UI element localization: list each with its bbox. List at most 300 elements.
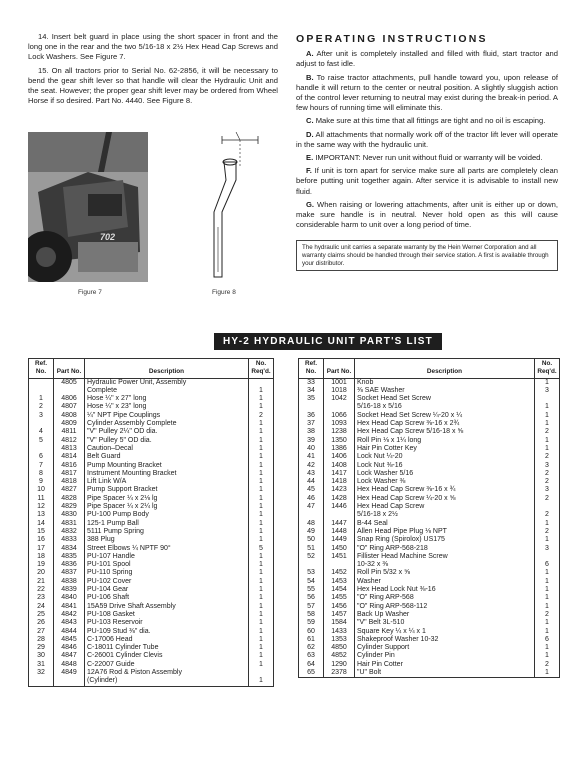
- part-description: Hose ¼" x 23" long: [85, 403, 249, 411]
- part-number: 1433: [324, 628, 355, 636]
- parts-row: [299, 652, 560, 660]
- header-description: Description: [85, 359, 249, 379]
- part-number: 4840: [54, 594, 85, 602]
- parts-row: [29, 669, 274, 677]
- part-description: Instrument Mounting Bracket: [85, 470, 249, 478]
- quantity-required: [249, 378, 274, 387]
- parts-row: [29, 628, 274, 636]
- parts-row: [299, 478, 560, 486]
- quantity-required: 1: [535, 378, 560, 387]
- part-number: [324, 511, 355, 519]
- header-part: Part No.: [324, 359, 355, 379]
- parts-row: [29, 420, 274, 428]
- ref-number: 47: [299, 503, 324, 511]
- quantity-required: 1: [535, 403, 560, 411]
- quantity-required: 1: [249, 628, 274, 636]
- part-description: Cylinder Assembly Complete: [85, 420, 249, 428]
- part-description: "U" Bolt: [355, 669, 535, 678]
- ref-number: 34: [299, 387, 324, 395]
- parts-row: [29, 586, 274, 594]
- parts-row: [299, 428, 560, 436]
- part-description: 125-1 Pump Ball: [85, 520, 249, 528]
- quantity-required: 1: [249, 586, 274, 594]
- parts-row: [299, 644, 560, 652]
- parts-row: [299, 412, 560, 420]
- parts-row: [299, 420, 560, 428]
- parts-row: [29, 403, 274, 411]
- ref-number: 41: [299, 453, 324, 461]
- ref-number: 11: [29, 495, 54, 503]
- part-number: 4844: [54, 628, 85, 636]
- paragraph-letter: A.: [306, 49, 314, 59]
- parts-row: [299, 437, 560, 445]
- part-description: Socket Head Set Screw: [355, 395, 535, 403]
- parts-row: [29, 536, 274, 544]
- part-description: Lock Nut ¼-20: [355, 453, 535, 461]
- part-description: PU-110 Spring: [85, 569, 249, 577]
- quantity-required: 1: [535, 594, 560, 602]
- quantity-required: 2: [535, 470, 560, 478]
- ref-number: 1: [29, 395, 54, 403]
- quantity-required: 1: [535, 437, 560, 445]
- part-description: Caution–Decal: [85, 445, 249, 453]
- paragraph-text: All attachments that normally work off of the tractor lift lever will operate in the same way with the hydraulic unit.: [296, 129, 558, 149]
- quantity-required: 1: [249, 428, 274, 436]
- part-number: 1456: [324, 603, 355, 611]
- ref-number: [29, 387, 54, 395]
- quantity-required: 3: [535, 387, 560, 395]
- ref-number: 18: [29, 553, 54, 561]
- installation-steps: [28, 32, 278, 109]
- ref-number: 4: [29, 428, 54, 436]
- ref-number: 2: [29, 403, 54, 411]
- parts-row: [29, 520, 274, 528]
- part-description: 5111 Pump Spring: [85, 528, 249, 536]
- part-number: 4841: [54, 603, 85, 611]
- part-description: Hydraulic Power Unit, Assembly: [85, 378, 249, 387]
- parts-row: [29, 453, 274, 461]
- quantity-required: 1: [249, 453, 274, 461]
- quantity-required: 2: [535, 495, 560, 503]
- parts-table-right: [298, 358, 560, 678]
- part-number: 1446: [324, 503, 355, 511]
- ref-number: [299, 561, 324, 569]
- parts-row: [29, 437, 274, 445]
- parts-row: [29, 511, 274, 519]
- quantity-required: 1: [535, 445, 560, 453]
- quantity-required: 1: [249, 677, 274, 686]
- ref-number: 37: [299, 420, 324, 428]
- part-description: 10-32 x ⅜: [355, 561, 535, 569]
- quantity-required: 1: [249, 569, 274, 577]
- part-description: Lift Link W/A: [85, 478, 249, 486]
- part-description: Hose ¼" x 27" long: [85, 395, 249, 403]
- parts-row: [29, 412, 274, 420]
- ref-number: 52: [299, 553, 324, 561]
- operating-paragraph: [296, 73, 558, 114]
- ref-number: 9: [29, 478, 54, 486]
- part-number: 4831: [54, 520, 85, 528]
- parts-table-left: [28, 358, 274, 687]
- ref-number: 56: [299, 594, 324, 602]
- ref-number: 53: [299, 569, 324, 577]
- part-number: 4813: [54, 445, 85, 453]
- part-description: C-17006 Head: [85, 636, 249, 644]
- parts-row: [29, 611, 274, 619]
- part-number: 1066: [324, 412, 355, 420]
- part-description: Street Elbows ¼ NPTF 90°: [85, 545, 249, 553]
- ref-number: 24: [29, 603, 54, 611]
- parts-row: [29, 652, 274, 660]
- quantity-required: 2: [535, 511, 560, 519]
- parts-row: [299, 445, 560, 453]
- operating-paragraph: [296, 200, 558, 231]
- part-description: Pipe Spacer ¼ x 2⅛ lg: [85, 495, 249, 503]
- part-description: PU-104 Gear: [85, 586, 249, 594]
- quantity-required: 1: [249, 652, 274, 660]
- part-number: 1452: [324, 569, 355, 577]
- part-number: 4809: [54, 420, 85, 428]
- quantity-required: 1: [535, 586, 560, 594]
- parts-row: [299, 545, 560, 553]
- ref-number: 63: [299, 652, 324, 660]
- parts-row: [29, 619, 274, 627]
- ref-number: 5: [29, 437, 54, 445]
- parts-row: [29, 378, 274, 387]
- ref-number: 25: [29, 611, 54, 619]
- step-14: 14. Insert belt guard in place using the short spacer in front and the long one in the rear and the two 5/16-18 x 2½ Hex Head Cap Screws and Lock Washers. See Figure 7.: [28, 32, 278, 62]
- parts-row: [29, 528, 274, 536]
- quantity-required: 2: [535, 528, 560, 536]
- parts-row: [29, 594, 274, 602]
- part-number: 4805: [54, 378, 85, 387]
- parts-row: [299, 503, 560, 511]
- parts-row: [29, 462, 274, 470]
- part-number: 4828: [54, 495, 85, 503]
- part-description: Washer: [355, 578, 535, 586]
- part-number: 4848: [54, 661, 85, 669]
- quantity-required: 1: [535, 669, 560, 678]
- quantity-required: 1: [249, 445, 274, 453]
- part-number: 1018: [324, 387, 355, 395]
- quantity-required: 1: [249, 644, 274, 652]
- ref-number: 43: [299, 470, 324, 478]
- quantity-required: 1: [249, 578, 274, 586]
- ref-number: 46: [299, 495, 324, 503]
- part-number: 4808: [54, 412, 85, 420]
- quantity-required: 1: [249, 486, 274, 494]
- part-number: 1001: [324, 378, 355, 387]
- quantity-required: 2: [535, 428, 560, 436]
- parts-row: [29, 387, 274, 395]
- part-description: PU-102 Cover: [85, 578, 249, 586]
- paragraph-text: If unit is torn apart for service make sure all parts are completely clean before putting unit together again. After service it is advisable to install new fluid.: [296, 166, 558, 196]
- part-number: 4846: [54, 644, 85, 652]
- part-number: 4847: [54, 652, 85, 660]
- ref-number: [29, 378, 54, 387]
- part-number: 1448: [324, 528, 355, 536]
- part-number: 1454: [324, 586, 355, 594]
- part-number: 1093: [324, 420, 355, 428]
- part-description: Socket Head Set Screw ¼-20 x ¼: [355, 412, 535, 420]
- ref-number: 33: [299, 378, 324, 387]
- ref-number: 59: [299, 619, 324, 627]
- paragraph-text: To raise tractor attachments, pull handle toward you, upon release of handle it will return to the center or neutral position. A slightly sluggish action of the control lever returning to neutral may exist during the break-in period. A few hours of running time will eliminate this.: [296, 72, 558, 113]
- ref-number: 20: [29, 569, 54, 577]
- part-number: 2378: [324, 669, 355, 678]
- quantity-required: 1: [249, 511, 274, 519]
- ref-number: [29, 677, 54, 686]
- part-description: Hex Head Cap Screw: [355, 503, 535, 511]
- figure-7-tractor-photo: [28, 132, 148, 282]
- part-number: 4807: [54, 403, 85, 411]
- step-15: 15. On all tractors prior to Serial No. 62-2856, it will be necessary to bend the gear shift lever so that handle will clear the Hydraulic Unit and the seat. However; the proper gear shift lever may be ordered from Wheel Horse if so desired. Part No. 4440. See Figure 8.: [28, 65, 278, 106]
- part-number: 4839: [54, 586, 85, 594]
- parts-row: [299, 536, 560, 544]
- part-number: 1417: [324, 470, 355, 478]
- part-description: "O" Ring ARP-568-112: [355, 603, 535, 611]
- ref-number: 36: [299, 412, 324, 420]
- part-description: Pump Support Bracket: [85, 486, 249, 494]
- quantity-required: 1: [249, 470, 274, 478]
- parts-table-header: [29, 359, 274, 379]
- ref-number: 12: [29, 503, 54, 511]
- part-description: C-26001 Cylinder Clevis: [85, 652, 249, 660]
- quantity-required: 1: [249, 594, 274, 602]
- part-description: C-22007 Guide: [85, 661, 249, 669]
- parts-row: [29, 486, 274, 494]
- quantity-required: 1: [535, 412, 560, 420]
- ref-number: 15: [29, 528, 54, 536]
- ref-number: 40: [299, 445, 324, 453]
- part-number: 4838: [54, 578, 85, 586]
- figure-8-caption: Figure 8: [212, 289, 236, 296]
- part-description: Cylinder Support: [355, 644, 535, 652]
- part-number: 1447: [324, 520, 355, 528]
- ref-number: 31: [29, 661, 54, 669]
- ref-number: 51: [299, 545, 324, 553]
- warranty-note: The hydraulic unit carries a separate warranty by the Hein Werner Corporation and all warranty claims should be handled through their service station. A first is available through your distributor.: [296, 240, 558, 271]
- parts-row: [299, 569, 560, 577]
- part-number: 4811: [54, 428, 85, 436]
- parts-row: [29, 478, 274, 486]
- quantity-required: 3: [535, 486, 560, 494]
- quantity-required: 2: [249, 412, 274, 420]
- part-description: Hex Head Cap Screw ¼-20 x ⅝: [355, 495, 535, 503]
- part-number: 4829: [54, 503, 85, 511]
- ref-number: 10: [29, 486, 54, 494]
- quantity-required: 1: [249, 661, 274, 669]
- header-req: No. Req'd.: [249, 359, 274, 379]
- part-description: 5/16-18 x 5/16: [355, 403, 535, 411]
- part-description: Belt Guard: [85, 453, 249, 461]
- operating-paragraph: [296, 166, 558, 197]
- ref-number: 61: [299, 636, 324, 644]
- header-description: Description: [355, 359, 535, 379]
- part-number: 4832: [54, 528, 85, 536]
- paragraph-text: When raising or lowering attachments, after unit is either up or down, make sure handle is in neutral. Never hold open as this will cause considerable harm to unit over a long period of time.: [296, 199, 558, 230]
- parts-row: [299, 387, 560, 395]
- ref-number: 23: [29, 594, 54, 602]
- operating-paragraph: [296, 153, 558, 163]
- part-description: PU-107 Handle: [85, 553, 249, 561]
- ref-number: 14: [29, 520, 54, 528]
- quantity-required: 1: [249, 561, 274, 569]
- parts-row: [299, 453, 560, 461]
- part-number: 1042: [324, 395, 355, 403]
- paragraph-letter: E.: [306, 153, 314, 163]
- parts-row: [299, 561, 560, 569]
- parts-row: [29, 661, 274, 669]
- part-number: 1455: [324, 594, 355, 602]
- parts-row: [299, 578, 560, 586]
- parts-row: [29, 495, 274, 503]
- part-number: 4837: [54, 569, 85, 577]
- part-description: Back Up Washer: [355, 611, 535, 619]
- quantity-required: 1: [249, 495, 274, 503]
- quantity-required: 1: [249, 611, 274, 619]
- part-description: PU-100 Pump Body: [85, 511, 249, 519]
- ref-number: 29: [29, 644, 54, 652]
- parts-table-header: [299, 359, 560, 379]
- quantity-required: 5: [249, 545, 274, 553]
- part-description: Allen Head Pipe Plug ⅛ NPT: [355, 528, 535, 536]
- quantity-required: 1: [535, 644, 560, 652]
- part-number: 1584: [324, 619, 355, 627]
- figure-8-gear-lever-drawing: [196, 132, 266, 282]
- part-number: [54, 677, 85, 686]
- ref-number: [299, 511, 324, 519]
- parts-row: [29, 636, 274, 644]
- quantity-required: 1: [535, 536, 560, 544]
- part-number: 1451: [324, 553, 355, 561]
- parts-row: [299, 594, 560, 602]
- parts-row: [299, 520, 560, 528]
- parts-row: [299, 611, 560, 619]
- ref-number: 26: [29, 619, 54, 627]
- parts-row: [29, 677, 274, 686]
- ref-number: 16: [29, 536, 54, 544]
- part-description: ⅜ SAE Washer: [355, 387, 535, 395]
- part-number: 4812: [54, 437, 85, 445]
- parts-row: [29, 603, 274, 611]
- part-number: 4827: [54, 486, 85, 494]
- ref-number: 64: [299, 661, 324, 669]
- quantity-required: 1: [249, 395, 274, 403]
- part-number: 4850: [324, 644, 355, 652]
- quantity-required: 2: [535, 611, 560, 619]
- ref-number: 19: [29, 561, 54, 569]
- part-description: 388 Plug: [85, 536, 249, 544]
- quantity-required: 1: [249, 553, 274, 561]
- quantity-required: 3: [535, 462, 560, 470]
- part-description: Knob: [355, 378, 535, 387]
- header-ref: Ref. No.: [299, 359, 324, 379]
- part-description: PU-108 Gasket: [85, 611, 249, 619]
- parts-row: [299, 378, 560, 387]
- part-number: 4836: [54, 561, 85, 569]
- part-number: 1457: [324, 611, 355, 619]
- part-description: Hex Head Lock Nut ⅜-16: [355, 586, 535, 594]
- parts-row: [299, 495, 560, 503]
- parts-row: [299, 395, 560, 403]
- ref-number: 44: [299, 478, 324, 486]
- quantity-required: [249, 669, 274, 677]
- ref-number: 39: [299, 437, 324, 445]
- paragraph-text: After unit is completely installed and filled with fluid, start tractor and adjust to fast idle.: [296, 49, 559, 69]
- parts-row: [299, 403, 560, 411]
- quantity-required: 1: [249, 536, 274, 544]
- ref-number: 30: [29, 652, 54, 660]
- part-number: 4845: [54, 636, 85, 644]
- quantity-required: 1: [249, 603, 274, 611]
- parts-row: [29, 561, 274, 569]
- quantity-required: 2: [535, 453, 560, 461]
- quantity-required: 6: [535, 636, 560, 644]
- paragraph-letter: D.: [306, 129, 314, 139]
- part-number: 4830: [54, 511, 85, 519]
- ref-number: [29, 420, 54, 428]
- part-description: Snap Ring (Spirolox) US175: [355, 536, 535, 544]
- ref-number: 48: [299, 520, 324, 528]
- ref-number: 6: [29, 453, 54, 461]
- ref-number: 8: [29, 470, 54, 478]
- parts-row: [299, 619, 560, 627]
- part-description: PU-101 Spool: [85, 561, 249, 569]
- part-number: 1449: [324, 536, 355, 544]
- quantity-required: 1: [535, 578, 560, 586]
- parts-row: [29, 428, 274, 436]
- part-number: 4843: [54, 619, 85, 627]
- ref-number: 22: [29, 586, 54, 594]
- quantity-required: 1: [249, 437, 274, 445]
- paragraph-letter: F.: [306, 166, 312, 176]
- paragraph-text: IMPORTANT: Never run unit without fluid or warranty will be voided.: [315, 153, 543, 163]
- part-number: 1408: [324, 462, 355, 470]
- parts-row: [299, 661, 560, 669]
- parts-row: [29, 553, 274, 561]
- parts-row: [299, 586, 560, 594]
- part-number: 4806: [54, 395, 85, 403]
- part-description: 5/16-18 x 2½: [355, 511, 535, 519]
- parts-row: [299, 470, 560, 478]
- ref-number: [29, 445, 54, 453]
- part-description: (Cylinder): [85, 677, 249, 686]
- header-ref: Ref. No.: [29, 359, 54, 379]
- figures-area: [28, 132, 278, 302]
- quantity-required: 1: [535, 520, 560, 528]
- ref-number: 35: [299, 395, 324, 403]
- parts-row: [29, 395, 274, 403]
- part-description: "V" Belt 3L-510: [355, 619, 535, 627]
- part-description: Pump Mounting Bracket: [85, 462, 249, 470]
- quantity-required: 1: [249, 387, 274, 395]
- quantity-required: 1: [249, 636, 274, 644]
- ref-number: 54: [299, 578, 324, 586]
- quantity-required: 1: [249, 520, 274, 528]
- part-description: Cylinder Pin: [355, 652, 535, 660]
- quantity-required: 1: [249, 403, 274, 411]
- parts-row: [299, 486, 560, 494]
- quantity-required: 1: [535, 569, 560, 577]
- ref-number: 45: [299, 486, 324, 494]
- parts-row: [299, 511, 560, 519]
- part-description: Roll Pin 5/32 x ⅝: [355, 569, 535, 577]
- part-description: Roll Pin ⅛ x 1¼ long: [355, 437, 535, 445]
- part-number: 4817: [54, 470, 85, 478]
- operating-paragraphs: [296, 49, 558, 230]
- quantity-required: 2: [535, 661, 560, 669]
